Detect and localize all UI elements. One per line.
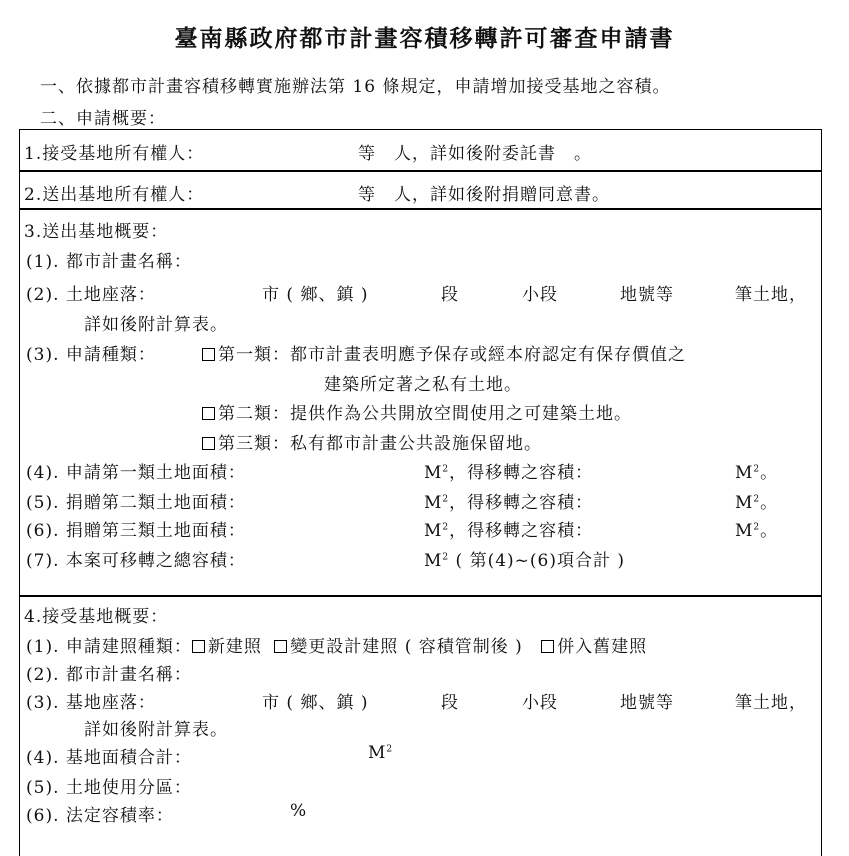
document-title: 臺南縣政府都市計畫容積移轉許可審查申請書 — [174, 25, 675, 52]
section-4-item-6-label: (6). 法定容積率： — [26, 806, 174, 826]
section-3-item-6-unit: $M^2$。 — [735, 521, 779, 541]
section-4-item-6-percent: % — [290, 801, 308, 821]
section-1-text: 等 人，詳如後附委託書 。 — [358, 144, 592, 164]
type-1-text: 第一類：都市計畫表明應予保存或經本府認定有保存價值之 — [218, 345, 686, 365]
type-1-option[interactable] — [202, 340, 686, 365]
type-3-checkbox[interactable] — [202, 437, 215, 450]
section-3-item-5-unit: $M^2$。 — [735, 493, 779, 513]
section-4-item-3-city: 市 ( 鄉、鎮 ) — [262, 693, 369, 713]
type-3-text: 第三類：私有都市計畫公共設施保留地。 — [218, 434, 542, 454]
section-3-item-4-label: (4). 申請第一類土地面積： — [26, 463, 246, 483]
section-4-item-3-cont: 詳如後附計算表。 — [84, 720, 228, 740]
permit-merge-option[interactable]: 併入舊建照 — [541, 637, 647, 657]
section-4-item-5: (5). 土地使用分區： — [26, 778, 192, 798]
section-3-item-2-label: (2). 土地座落： — [26, 285, 156, 305]
section-4-item-3-lot: 地號等 — [620, 693, 674, 713]
section-3-item-5-area: $M^2$，得移轉之容積： — [424, 493, 594, 513]
section-4-heading: 4.接受基地概要： — [24, 607, 169, 627]
section-4-item-1-label: (1). 申請建照種類： — [26, 637, 192, 657]
section-2-label: 2.送出基地所有權人： — [24, 185, 205, 205]
section-1-label: 1.接受基地所有權人： — [24, 144, 205, 164]
type-3-option[interactable] — [202, 429, 542, 454]
section-3-item-7-label: (7). 本案可移轉之總容積： — [26, 551, 246, 571]
intro-line-2: 二、申請概要： — [40, 109, 166, 129]
permit-change-checkbox[interactable] — [274, 640, 287, 653]
section-3-item-2-cont: 詳如後附計算表。 — [84, 315, 228, 335]
section-3-item-4-area: $M^2$，得移轉之容積： — [424, 463, 594, 483]
type-1-checkbox[interactable] — [202, 348, 215, 361]
section-3-item-2-subsection: 小段 — [522, 285, 558, 305]
type-2-checkbox[interactable] — [202, 407, 215, 420]
section-4-item-4-label: (4). 基地面積合計： — [26, 748, 192, 768]
section-4-item-3-label: (3). 基地座落： — [26, 693, 156, 713]
permit-change-option[interactable]: 變更設計建照 ( 容積管制後 ) — [274, 637, 522, 657]
section-3-item-2-parcels: 筆土地， — [735, 285, 807, 305]
permit-new-option[interactable]: 新建照 — [192, 637, 262, 657]
section-3-item-4-unit: $M^2$。 — [735, 463, 779, 483]
section-4-item-3-section: 段 — [441, 693, 459, 713]
section-3-item-5-label: (5). 捐贈第二類土地面積： — [26, 493, 246, 513]
section-3-item-6-label: (6). 捐贈第三類土地面積： — [26, 521, 246, 541]
section-3-item-2-lot: 地號等 — [620, 285, 674, 305]
permit-new-checkbox[interactable] — [192, 640, 205, 653]
section-3-item-6-area: $M^2$，得移轉之容積： — [424, 521, 594, 541]
section-4-item-2: (2). 都市計畫名稱： — [26, 665, 192, 685]
section-3-item-1: (1). 都市計畫名稱： — [26, 252, 192, 272]
type-2-option[interactable] — [202, 399, 632, 424]
section-4-item-3-parcels: 筆土地， — [735, 693, 807, 713]
intro-line-1: 一、依據都市計畫容積移轉實施辦法第 16 條規定，申請增加接受基地之容積。 — [40, 77, 671, 97]
section-4-item-4-unit: $M^2$ — [368, 743, 394, 763]
section-3-item-3-label: (3). 申請種類： — [26, 345, 156, 365]
section-4-item-1 — [26, 632, 647, 657]
section-3-item-7-total: $M^2$ ( 第(4)~(6)項合計 ) — [424, 551, 626, 571]
type-2-text: 第二類：提供作為公共開放空間使用之可建築土地。 — [218, 404, 632, 424]
permit-merge-checkbox[interactable] — [541, 640, 554, 653]
type-1-text-cont: 建築所定著之私有土地。 — [324, 375, 522, 395]
section-3-heading: 3.送出基地概要： — [24, 222, 169, 242]
section-2-text: 等 人，詳如後附捐贈同意書。 — [358, 185, 610, 205]
section-4-item-3-subsection: 小段 — [522, 693, 558, 713]
section-3-item-2-section: 段 — [441, 285, 459, 305]
section-3-item-2-city: 市 ( 鄉、鎮 ) — [262, 285, 369, 305]
